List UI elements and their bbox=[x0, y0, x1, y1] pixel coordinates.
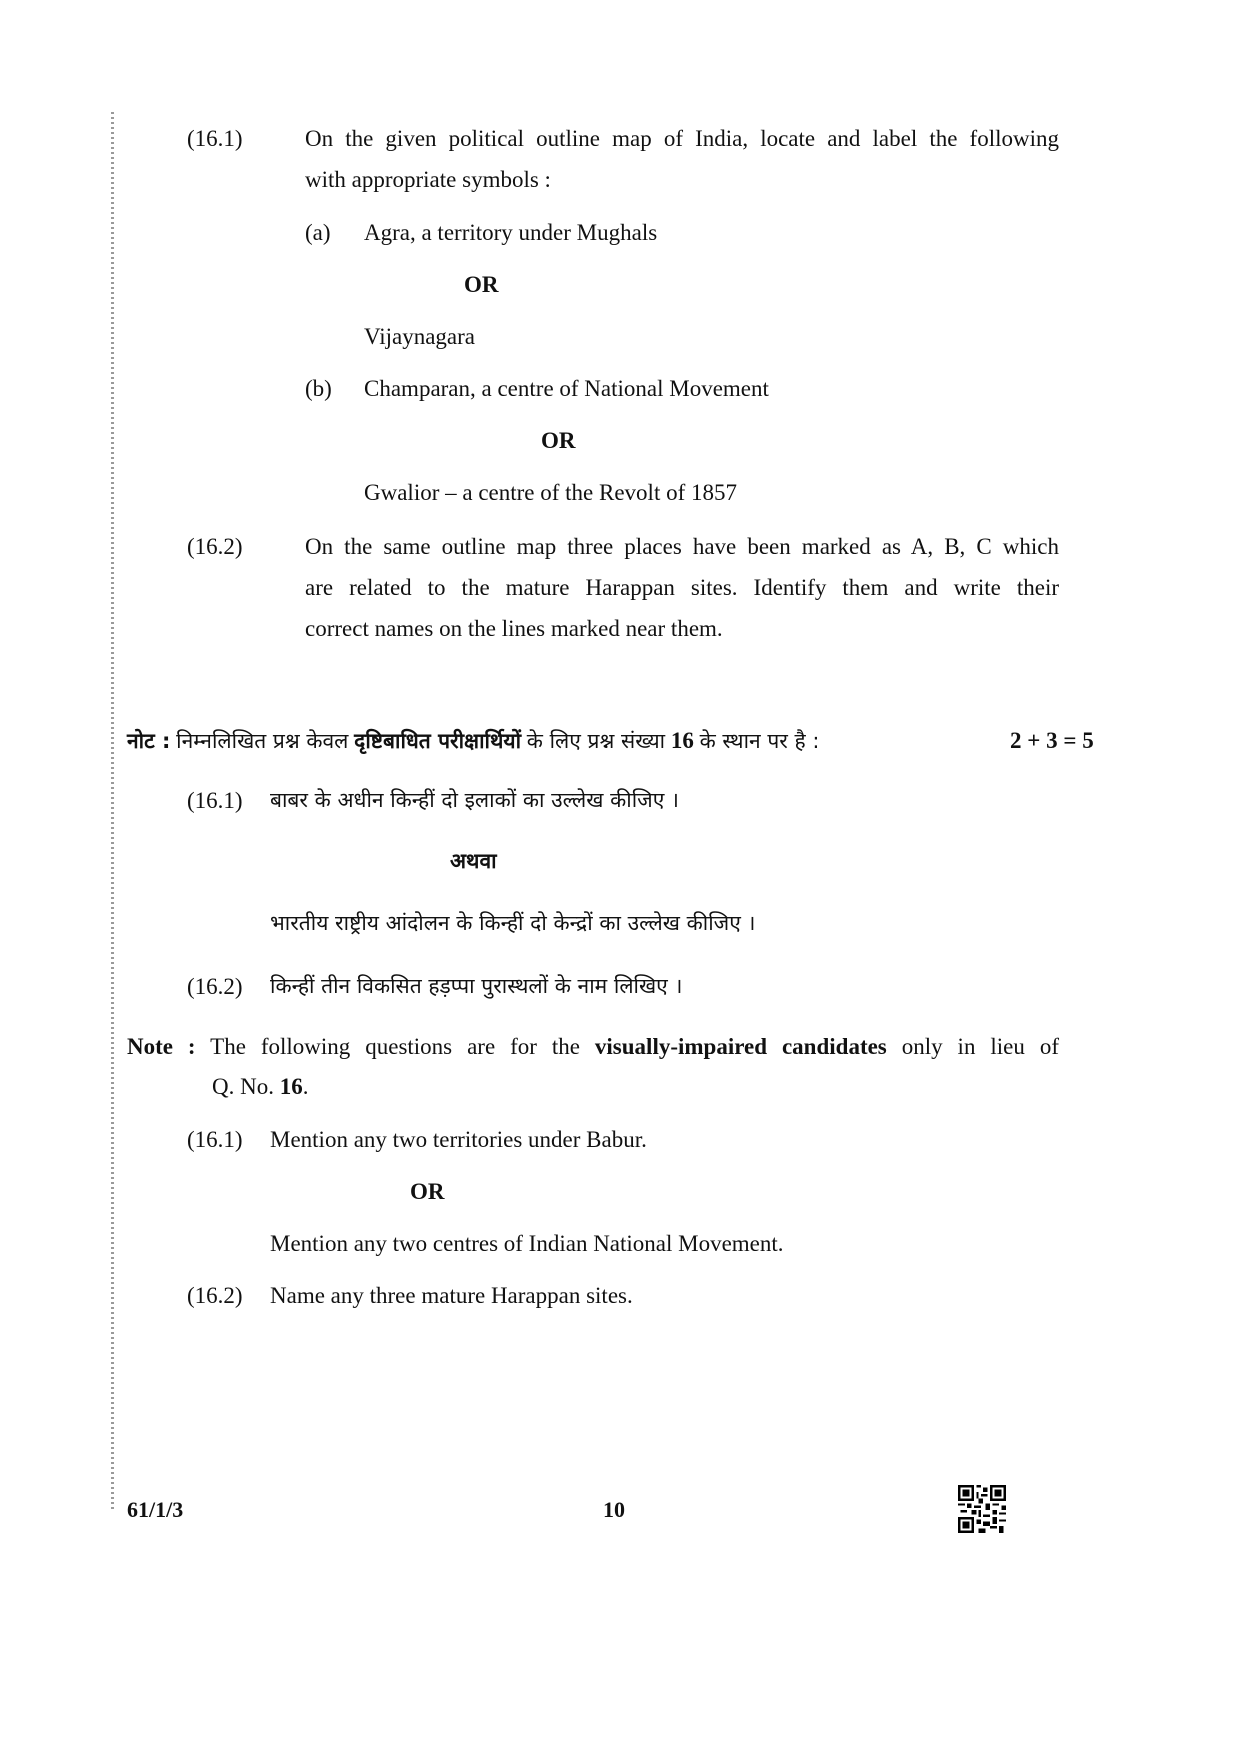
question-text: किन्हीं तीन विकसित हड़प्पा पुरास्थलों के नाम लिखिए । bbox=[270, 974, 683, 998]
hindi-note-qno: 16 bbox=[670, 728, 694, 753]
english-note-continued bbox=[212, 1066, 308, 1107]
or-separator: OR bbox=[541, 428, 576, 453]
question-text: with appropriate symbols : bbox=[305, 167, 551, 192]
english-note bbox=[127, 1026, 1059, 1067]
question-number: (16.1) bbox=[187, 126, 243, 151]
note-text: Q. No. bbox=[212, 1074, 274, 1099]
paper-code: 61/1/3 bbox=[127, 1497, 184, 1522]
alternative-text: Vijaynagara bbox=[364, 324, 476, 349]
alternative-text: Mention any two centres of Indian National Movement. bbox=[270, 1231, 784, 1256]
or-separator: अथवा bbox=[450, 849, 497, 873]
alternative-text: Gwalior – a centre of the Revolt of 1857 bbox=[364, 480, 737, 505]
or-separator: OR bbox=[410, 1179, 445, 1204]
question-text: are related to the mature Harappan sites. Identify them and write their bbox=[305, 575, 1059, 600]
question-number: (16.2) bbox=[187, 534, 243, 559]
question-number: (16.2) bbox=[187, 974, 243, 999]
hindi-note-bold: दृष्टिबाधित परीक्षार्थियों bbox=[354, 729, 522, 753]
question-number: (16.1) bbox=[187, 1127, 243, 1152]
note-prefix: Note : bbox=[127, 1034, 196, 1059]
hindi-note-text: निम्नलिखित प्रश्न केवल bbox=[176, 729, 349, 753]
hindi-note-text: के स्थान पर है : bbox=[699, 729, 820, 753]
question-text: correct names on the lines marked near them. bbox=[305, 616, 723, 641]
or-separator: OR bbox=[464, 272, 499, 297]
note-period: . bbox=[302, 1074, 309, 1099]
marks: 2 + 3 = 5 bbox=[1010, 728, 1094, 753]
note-text: only in lieu of bbox=[901, 1034, 1059, 1059]
alternative-text: भारतीय राष्ट्रीय आंदोलन के किन्हीं दो केन्द्रों का उल्लेख कीजिए । bbox=[270, 911, 756, 935]
question-text: बाबर के अधीन किन्हीं दो इलाकों का उल्लेख कीजिए । bbox=[270, 788, 679, 812]
note-qno: 16 bbox=[279, 1074, 303, 1099]
margin-security-strip bbox=[111, 112, 114, 1512]
question-number: (16.1) bbox=[187, 788, 243, 813]
page-number: 10 bbox=[603, 1497, 625, 1522]
hindi-note-prefix: नोट : bbox=[127, 729, 171, 753]
sub-question-label: (b) bbox=[305, 376, 332, 401]
question-text: Name any three mature Harappan sites. bbox=[270, 1283, 633, 1308]
qr-code-icon bbox=[958, 1485, 1006, 1533]
question-text: On the given political outline map of India, locate and label the following bbox=[305, 126, 1059, 151]
hindi-note-text: के लिए प्रश्न संख्या bbox=[526, 729, 666, 753]
hindi-note bbox=[127, 720, 819, 762]
question-text: Mention any two territories under Babur. bbox=[270, 1127, 647, 1152]
note-text: The following questions are for the bbox=[210, 1034, 580, 1059]
note-bold: visually-impaired candidates bbox=[594, 1034, 887, 1059]
question-number: (16.2) bbox=[187, 1283, 243, 1308]
sub-question-label: (a) bbox=[305, 220, 331, 245]
sub-question-text: Agra, a territory under Mughals bbox=[364, 220, 658, 245]
question-text: On the same outline map three places have been marked as A, B, C which bbox=[305, 534, 1059, 559]
sub-question-text: Champaran, a centre of National Movement bbox=[364, 376, 769, 401]
